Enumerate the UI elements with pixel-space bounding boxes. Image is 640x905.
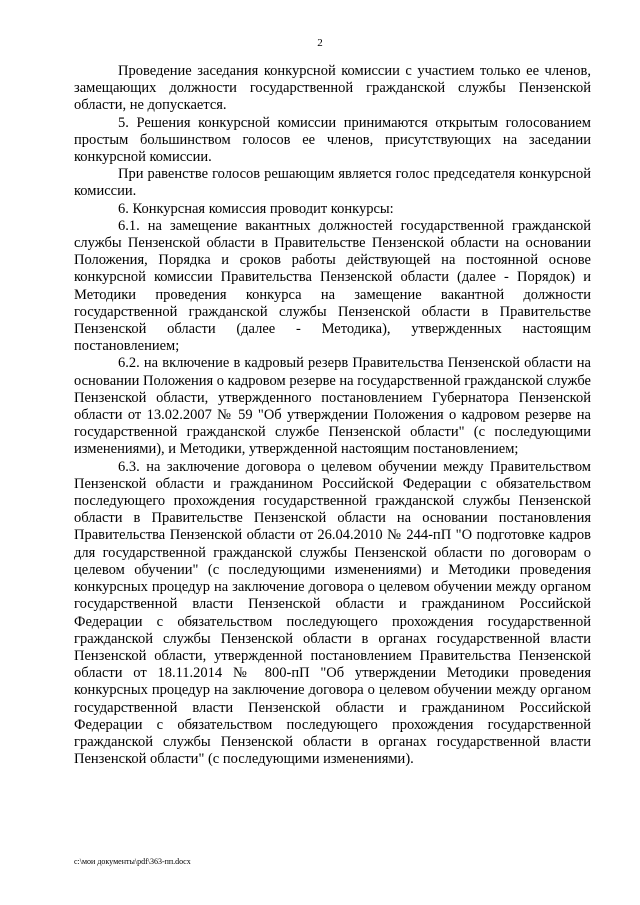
paragraph-item-5: 5. Решения конкурсной комиссии принимаются открытым голосованием простым большинством голосов ее членов, присутствующих на заседании конкурсной комиссии. [74, 114, 591, 166]
document-body [74, 63, 591, 768]
paragraph-commission-members: Проведение заседания конкурсной комиссии с участием только ее членов, замещающих должности государственной гражданской службы Пензенской области, не допускается. [74, 63, 591, 114]
paragraph-item-6: 6. Конкурсная комиссия проводит конкурсы: [118, 200, 394, 217]
paragraph-item-6-3: 6.3. на заключение договора о целевом обучении между Правительством Пензенской области и гражданином Российской Федерации с обязательством последующего прохождения государственной гражданской службы Пензенской области в Правительстве Пензенской области на основании постановления Правительства Пензенской области от 26.04.2010 № 244-пП "О подготовке кадров для государственной гражданской службы Пензенской области по договорам о целевом обучении" (с последующими изменениями) и Методики проведения конкурсных процедур на заключение договора о целевом обучении между органом государственной власти Пензенской области и гражданином Российской Федерации с обязательством последующего прохождения государственной гражданской службы Пензенской области в органах государственной власти Пензенской области, утвержденной постановлением Правительства Пензенской области от 18.11.2014 № 800-пП "Об утверждении Методики проведения конкурсных процедур на заключение договора о целевом обучении между органом государственной власти Пензенской области и гражданином Российской Федерации с обязательством последующего прохождения государственной гражданской службы Пензенской области в органах государственной власти Пензенской области" (с последующими изменениями). [74, 458, 591, 768]
page-number: 2 [317, 37, 323, 49]
paragraph-item-6-2: 6.2. на включение в кадровый резерв Правительства Пензенской области на основании Положения о кадровом резерве на государственной гражданской службе Пензенской области, утвержденного постановлением Губернатора Пензенской области от 13.02.2007 № 59 "Об утверждении Положения о кадровом резерве на государственной гражданской службе Пензенской области" (с последующими изменениями), и Методики, утвержденной настоящим постановлением; [74, 355, 591, 458]
paragraph-item-6-1: 6.1. на замещение вакантных должностей государственной гражданской службы Пензенской области в Правительстве Пензенской области на основании Положения, Порядка и сроков работы действующей на постоянной основе конкурсной комиссии Правительства Пензенской области (далее - Порядок) и Методики проведения конкурса на замещение вакантной должности государственной гражданской службы Пензенской области в Правительстве Пензенской области (далее - Методика), утвержденных настоящим постановлением; [74, 217, 591, 355]
footer-file-path: c:\мои документы\pdf\363-пп.docx [74, 857, 191, 866]
paragraph-chair-vote: При равенстве голосов решающим является голос председателя конкурсной комиссии. [74, 166, 591, 200]
